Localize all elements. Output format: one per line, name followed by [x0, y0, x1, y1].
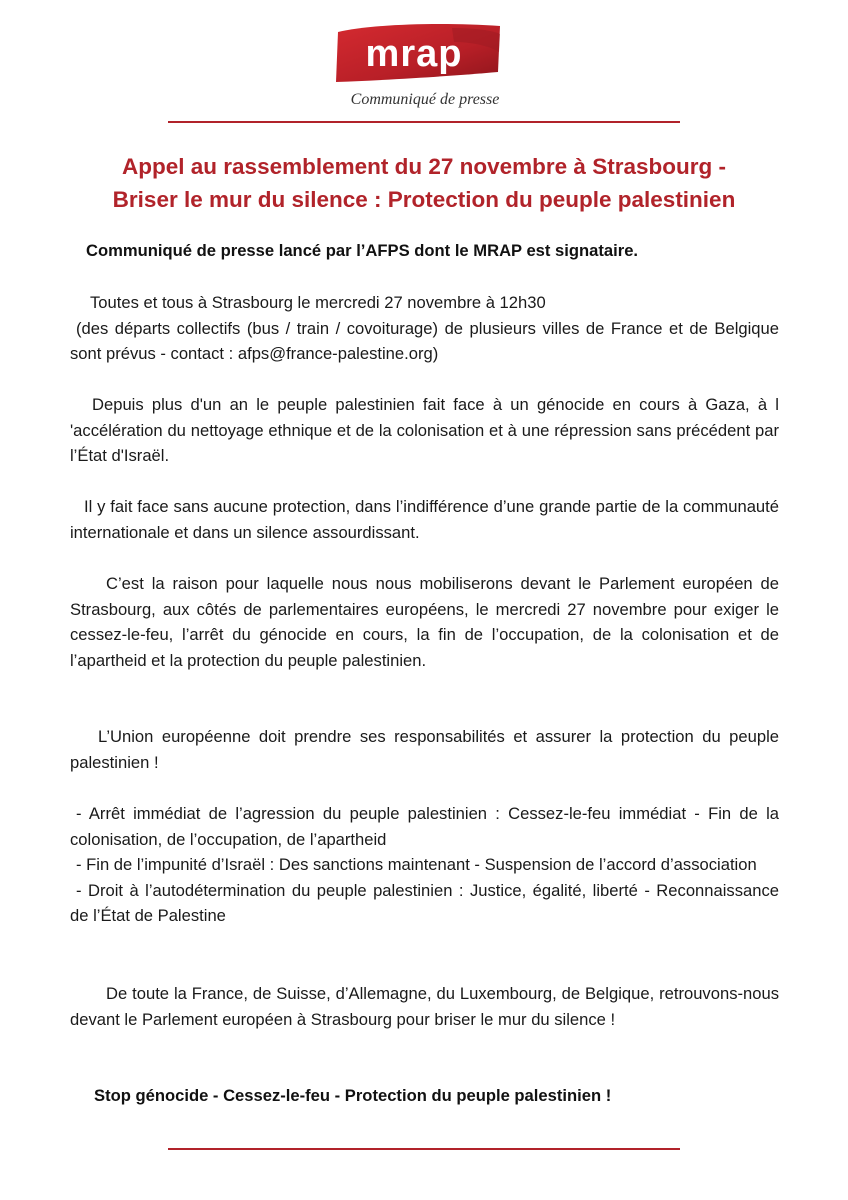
paragraph-rally-call	[70, 981, 779, 1032]
european-union-text: L’Union européenne doit prendre ses responsabilités et assurer la protection du peuple palestinien !	[70, 727, 779, 772]
bottom-divider	[168, 1148, 680, 1150]
paragraph-mobilisation	[70, 571, 779, 673]
mrap-logo-graphic	[332, 22, 502, 84]
demand-item-1: - Arrêt immédiat de l’agression du peuple palestinien : Cessez-le-feu immédiat - Fin de la colonisation, de l’occupation, de l’apartheid	[70, 804, 779, 849]
genocide-text: Depuis plus d'un an le peuple palestinien fait face à un génocide en cours à Gaza, à l 'accélération du nettoyage ethnique et de la colonisation et à une répression sans précédent par l’État d'Israël.	[70, 395, 779, 466]
paragraph-indifference	[70, 494, 779, 545]
departures-line-1: Toutes et tous à Strasbourg le mercredi 27 novembre à 12h30	[90, 293, 546, 312]
subtitle: Communiqué de presse	[350, 91, 500, 108]
title-line-2: Briser le mur du silence : Protection du peuple palestinien	[112, 187, 736, 212]
lead-statement: Communiqué de presse lancé par l’AFPS dont le MRAP est signataire.	[86, 241, 639, 260]
top-divider	[168, 121, 680, 123]
indifference-text: Il y fait face sans aucune protection, dans l’indifférence d’une grande partie de la communauté internationale et dans un silence assourdissant.	[70, 497, 779, 542]
rally-call-text: De toute la France, de Suisse, d’Allemagne, du Luxembourg, de Belgique, retrouvons-nous devant le Parlement européen à Strasbourg pour briser le mur du silence !	[70, 984, 779, 1029]
title-line-1: Appel au rassemblement du 27 novembre à Strasbourg -	[122, 154, 726, 179]
demand-item-3: - Droit à l’autodétermination du peuple palestinien : Justice, égalité, liberté - Reconnaissance de l’État de Palestine	[70, 880, 779, 926]
logo-text: mrap	[365, 33, 463, 75]
page-title	[40, 150, 808, 216]
paragraph-european-union	[70, 724, 779, 775]
mobilisation-text: C’est la raison pour laquelle nous nous mobiliserons devant le Parlement européen de Strasbourg, aux côtés de parlementaires européens, le mercredi 27 novembre pour exiger le cessez-le-feu, l’arrêt du génocide en cours, la fin de l’occupation, de la colonisation et de l’apartheid et la protection du peuple palestinien.	[70, 574, 779, 670]
mrap-logo	[332, 22, 502, 84]
demands-list	[70, 801, 779, 929]
paragraph-genocide	[70, 392, 779, 469]
paragraph-departures	[70, 290, 779, 367]
closing-slogan: Stop génocide - Cessez-le-feu - Protection du peuple palestinien !	[94, 1086, 612, 1105]
demand-item-2: - Fin de l’impunité d’Israël : Des sanctions maintenant - Suspension de l’accord d’association	[76, 855, 757, 875]
departures-line-2: (des départs collectifs (bus / train / covoiturage) de plusieurs villes de France et de Belgique sont prévus - contact : afps@france-palestine.org)	[70, 318, 779, 364]
